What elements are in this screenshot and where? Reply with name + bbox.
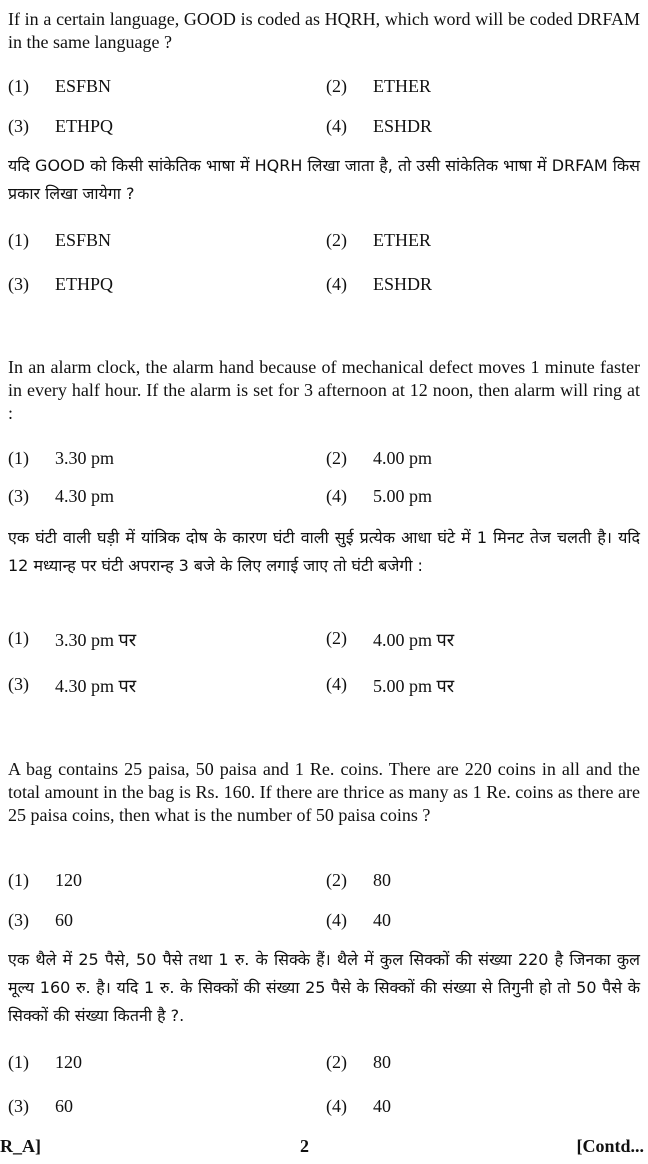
option-text: 80 [373,1052,391,1072]
q1-hi-option-1 [8,230,111,251]
option-number: (1) [8,870,29,890]
q1-en-option-2 [326,76,431,97]
q2-hi-option-4 [326,674,454,698]
option-number: (3) [8,910,29,930]
option-text: 3.30 pm पर [55,630,137,650]
q3-hi-option-4 [326,1096,391,1117]
question-1-hindi-stem: यदि GOOD को किसी सांकेतिक भाषा में HQRH लिखा जाता है, तो उसी सांकेतिक भाषा में DRFAM किस प्रकार लिखा जायेगा ? [8,156,640,203]
option-number: (3) [8,486,29,506]
q1-hi-option-4 [326,274,432,295]
option-number: (1) [8,628,29,648]
q3-hi-option-1 [8,1052,82,1073]
q1-en-option-4 [326,116,432,137]
option-text: ESFBN [55,230,112,250]
option-text: 40 [373,910,391,930]
option-text: ESHDR [373,116,433,136]
option-number: (2) [326,230,347,250]
option-text: 4.30 pm पर [55,676,137,696]
q2-en-option-2 [326,448,432,469]
option-number: (2) [326,1052,347,1072]
option-text: 40 [373,1096,391,1116]
q3-en-option-1 [8,870,82,891]
option-text: ETHPQ [55,274,113,294]
option-text: 4.00 pm पर [373,630,455,650]
option-number: (2) [326,448,347,468]
q2-hi-option-2 [326,628,454,652]
option-text: 5.00 pm [373,486,433,506]
option-text: ETHER [373,230,431,250]
option-number: (1) [8,76,29,96]
q1-hi-option-2 [326,230,431,251]
option-number: (1) [8,1052,29,1072]
option-number: (4) [326,1096,347,1116]
option-text: ETHPQ [55,116,113,136]
page-footer [0,1136,648,1162]
option-number: (1) [8,230,29,250]
option-number: (4) [326,910,347,930]
continued-marker: [Contd... [576,1136,644,1156]
q3-hi-option-3 [8,1096,73,1117]
option-text: 4.30 pm [55,486,115,506]
option-number: (3) [8,274,29,294]
q3-en-option-3 [8,910,73,931]
option-number: (4) [326,274,347,294]
option-number: (4) [326,116,347,136]
q3-en-option-4 [326,910,391,931]
option-number: (4) [326,674,347,694]
q3-hi-option-2 [326,1052,391,1073]
option-number: (3) [8,674,29,694]
question-3-english-stem: A bag contains 25 paisa, 50 paisa and 1 Re. coins. There are 220 coins in all and the total amount in the bag is Rs. 160. If there are thrice as many as 1 Re. coins as there are 25 paisa coins, then what is the number of 50 paisa coins ? [8,759,640,825]
page-number: 2 [300,1136,309,1156]
option-text: ESFBN [55,76,112,96]
option-text: 120 [55,870,82,890]
paper-code: R_A] [0,1136,41,1156]
q2-en-option-1 [8,448,114,469]
option-text: ESHDR [373,274,433,294]
question-2-hindi-stem: एक घंटी वाली घड़ी में यांत्रिक दोष के कारण घंटी वाली सुई प्रत्येक आधा घंटे में 1 मिनट तेज चलती है। यदि 12 मध्यान्ह पर घंटी अपरान्ह 3 बजे के लिए लगाई जाए तो घंटी बजेगी : [8,528,640,575]
question-2-english-stem: In an alarm clock, the alarm hand because of mechanical defect moves 1 minute faster in every half hour. If the alarm is set for 3 afternoon at 12 noon, then alarm will ring at : [8,357,640,423]
question-3-hindi-stem: एक थैले में 25 पैसे, 50 पैसे तथा 1 रु. के सिक्के हैं। थैले में कुल सिक्कों की संख्या 220 है जिनका कुल मूल्य 160 रु. है। यदि 1 रु. के सिक्कों की संख्या 25 पैसे के सिक्कों की संख्या से तिगुनी हो तो 50 पैसे के सिक्कों की संख्या कितनी है ?. [8,950,640,1025]
option-number: (1) [8,448,29,468]
option-text: 60 [55,1096,73,1116]
option-number: (2) [326,76,347,96]
q2-en-option-4 [326,486,432,507]
q2-hi-option-3 [8,674,136,698]
q1-en-option-1 [8,76,111,97]
q3-en-option-2 [326,870,391,891]
option-number: (3) [8,116,29,136]
option-number: (2) [326,870,347,890]
option-text: 4.00 pm [373,448,433,468]
q1-en-option-3 [8,116,113,137]
q2-hi-option-1 [8,628,136,652]
option-number: (3) [8,1096,29,1116]
option-number: (2) [326,628,347,648]
q1-hi-option-3 [8,274,113,295]
option-text: 80 [373,870,391,890]
question-1-english-stem: If in a certain language, GOOD is coded as HQRH, which word will be coded DRFAM in the same language ? [8,9,640,52]
option-text: 3.30 pm [55,448,115,468]
option-text: 60 [55,910,73,930]
option-text: 5.00 pm पर [373,676,455,696]
option-number: (4) [326,486,347,506]
option-text: ETHER [373,76,431,96]
q2-en-option-3 [8,486,114,507]
option-text: 120 [55,1052,82,1072]
